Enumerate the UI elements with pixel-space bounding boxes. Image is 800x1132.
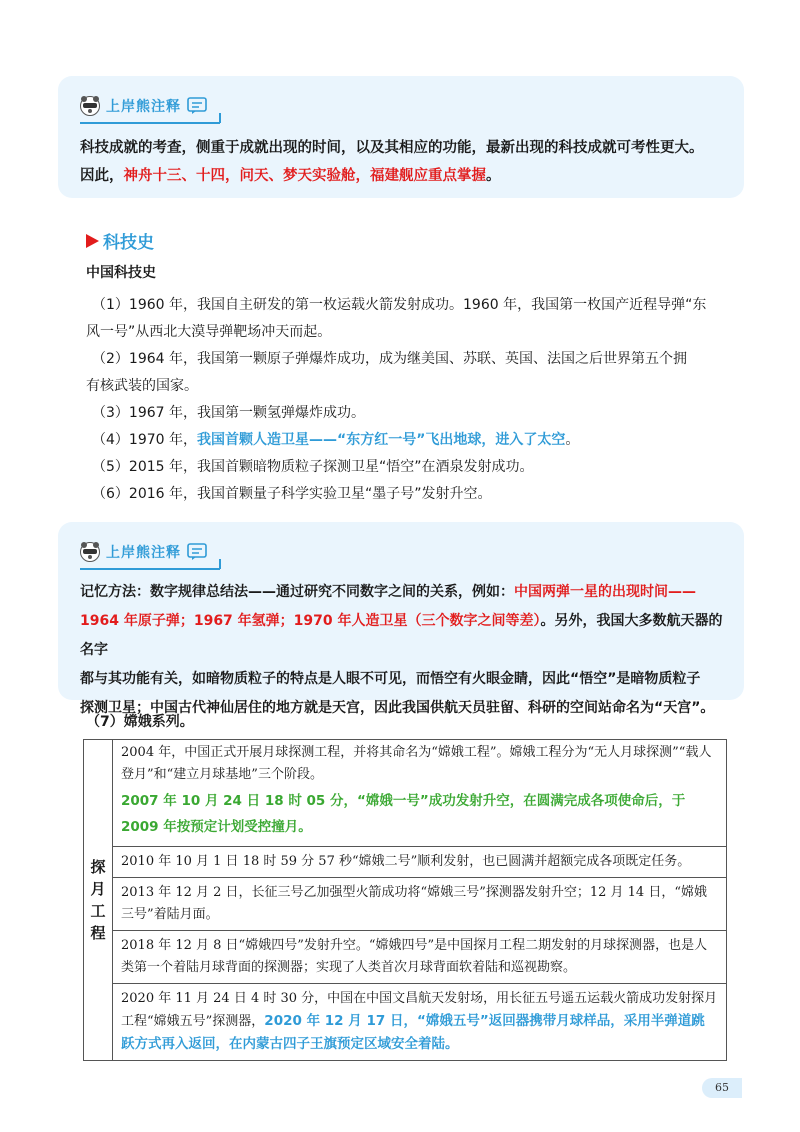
- list-item: （6）2016 年，我国首颗量子科学实验卫星“墨子号”发射升空。: [92, 486, 492, 502]
- chat-bubble-icon: [187, 97, 207, 115]
- table-cell: 2004 年，中国正式开展月球探测工程，并将其命名为“嫦娥工程”。嫦娥工程分为“无人月球探测”“载人登月”和“建立月球基地”三个阶段。 2007 年 10 月 24 日 18 时 05 分，“嫦娥一号”成功发射升空，在圆满完成各项使命后，于 2009 年按预定计划受控撞月。: [113, 740, 727, 847]
- list-item: （2）1964 年，我国第一颗原子弹爆炸成功，成为继美国、苏联、英国、法国之后世界第五个拥: [92, 351, 687, 367]
- list-item-continued: 有核武装的国家。: [86, 378, 198, 394]
- note-title: 上岸熊注释: [106, 545, 181, 561]
- note-header: [80, 96, 207, 116]
- list-item-continued: 风一号”从西北大漠导弹靶场冲天而起。: [86, 324, 332, 340]
- note-line-1: 科技成就的考查，侧重于成就出现的时间，以及其相应的功能，最新出现的科技成就可考性更大。: [80, 140, 704, 156]
- list-item: （3）1967 年，我国第一颗氢弹爆炸成功。: [92, 405, 366, 421]
- change-heading: （7）嫦娥系列。: [86, 714, 194, 730]
- note-underline-cap: [219, 113, 221, 123]
- section-title: 科技史: [86, 228, 154, 253]
- table-cell: 2013 年 12 月 2 日，长征三号乙加强型火箭成功将“嫦娥三号”探测器发射升空；12 月 14 日，“嫦娥三号”着陆月面。: [113, 878, 727, 931]
- highlight-red: 神舟十三、十四，问天、梦天实验舱，福建舰应重点掌握: [123, 168, 486, 184]
- side-label: 探 月 工 程: [84, 740, 113, 1061]
- table-cell: 2018 年 12 月 8 日“嫦娥四号”发射升空。“嫦娥四号”是中国探月工程二期发射的月球探测器，也是人类第一个着陆月球背面的探测器；实现了人类首次月球背面软着陆和巡视勘察。: [113, 931, 727, 984]
- note-title: 上岸熊注释: [106, 99, 181, 115]
- note-text: [80, 134, 726, 190]
- list-item: （4）1970 年，我国首颗人造卫星——“东方红一号”飞出地球，进入了太空。: [92, 432, 580, 448]
- table-cell: 2020 年 11 月 24 日 4 时 30 分，中国在中国文昌航天发射场，用长征五号遥五运载火箭成功发射探月工程“嫦娥五号”探测器，2020 年 12 月 17 日，“嫦娥五号”返回器携带月球样品，采用半弹道跳跃方式再入返回，在内蒙古四子王旗预定区域安全着陆。: [113, 984, 727, 1061]
- chat-bubble-icon: [187, 543, 207, 561]
- table-row: [84, 931, 727, 984]
- bear-mascot-icon: [80, 542, 100, 562]
- history-list: [86, 292, 726, 508]
- subheading: 中国科技史: [86, 265, 156, 281]
- table-cell: 2010 年 10 月 1 日 18 时 59 分 57 秒“嫦娥二号”顺利发射，也已圆满并超额完成各项既定任务。: [113, 847, 727, 878]
- page-number: 65: [702, 1078, 742, 1098]
- table-row: [84, 984, 727, 1061]
- note-underline-cap: [219, 559, 221, 569]
- note-underline: [80, 568, 220, 570]
- note-header: [80, 542, 207, 562]
- triangle-bullet-icon: [86, 234, 99, 248]
- table-row: [84, 847, 727, 878]
- bear-mascot-icon: [80, 96, 100, 116]
- note-text: 记忆方法：数字规律总结法——通过研究不同数字之间的关系，例如：中国两弹一星的出现时间—— 1964 年原子弹；1967 年氢弹；1970 年人造卫星（三个数字之间等差）。另外，我国大多数航天器的名字 都与其功能有关，如暗物质粒子的特点是人眼不可见，而悟空有火眼金睛，因此“悟空”是暗物质粒子 探测卫星；中国古代神仙居住的地方就是天宫，因此我国供航天员驻留、科研的空间站命名为“天宫”。: [80, 584, 723, 716]
- list-item: （1）1960 年，我国自主研发的第一枚运载火箭发射成功。1960 年，我国第一枚国产近程导弹“东: [92, 297, 707, 313]
- note-line-2: 因此，神舟十三、十四，问天、梦天实验舱，福建舰应重点掌握。: [80, 168, 501, 184]
- note-underline: [80, 122, 220, 124]
- list-item: （5）2015 年，我国首颗暗物质粒子探测卫星“悟空”在酒泉发射成功。: [92, 459, 534, 475]
- note-box-1: [58, 76, 744, 198]
- table-row: [84, 878, 727, 931]
- note-box-2: [58, 522, 744, 716]
- change-table: [83, 739, 727, 1061]
- table-row: [84, 740, 727, 847]
